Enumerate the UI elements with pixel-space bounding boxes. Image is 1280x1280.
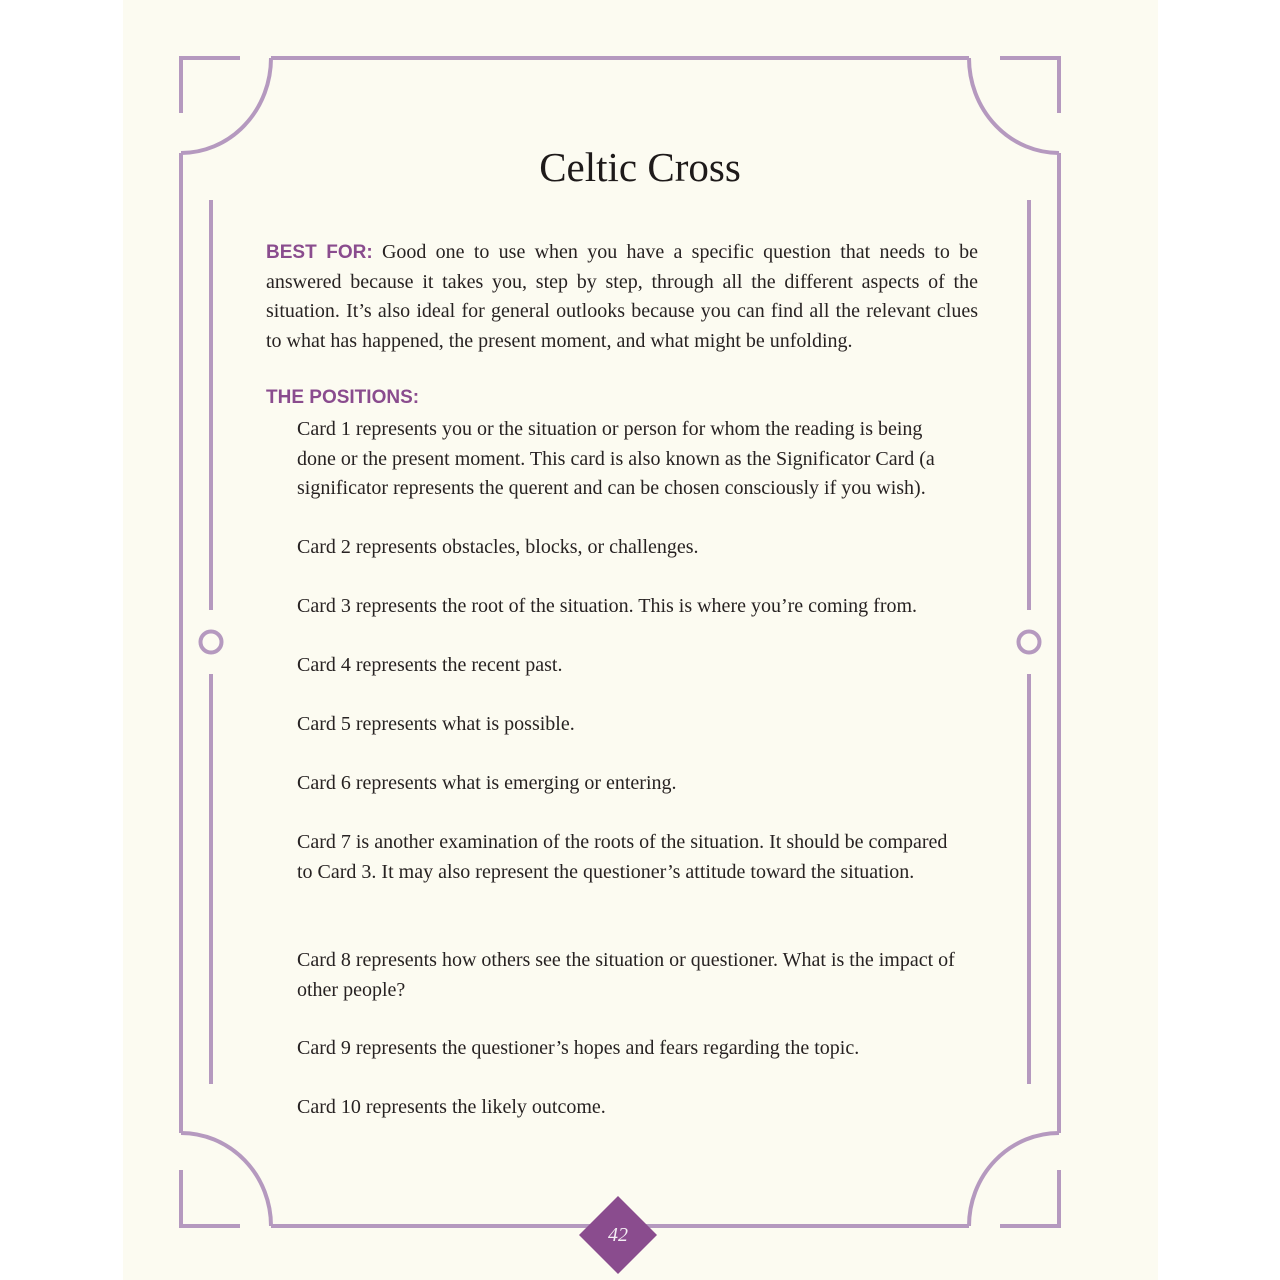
position-card-10: Card 10 represents the likely outcome. [297,1096,606,1118]
position-card-9: Card 9 represents the questioner’s hopes and fears regarding the topic. [297,1037,860,1059]
position-card-3: Card 3 represents the root of the situation. This is where you’re coming from. [297,595,918,617]
best-for-paragraph [266,238,978,356]
position-card-4: Card 4 represents the recent past. [297,654,563,676]
position-card-1: Card 1 represents you or the situation or person for whom the reading is being done or the present moment. This card is also known as the Significator Card (a significator represents the querent and can be chosen consciously if you wish). [297,418,935,499]
position-card-5: Card 5 represents what is possible. [297,713,575,735]
position-card-6: Card 6 represents what is emerging or entering. [297,772,677,794]
best-for-text: Good one to use when you have a specific question that needs to be answered because it takes you, step by step, through all the different aspects of the situation. It’s also ideal for general outlooks because you can find all the relevant clues to what has happened, the present moment, and what might be unfolding. [266,241,978,352]
positions-label: THE POSITIONS: [266,387,420,408]
page-title: Celtic Cross [539,144,741,190]
position-card-2: Card 2 represents obstacles, blocks, or challenges. [297,536,699,558]
page-number: 42 [608,1223,628,1246]
position-card-8: Card 8 represents how others see the situation or questioner. What is the impact of other people? [297,949,955,1001]
best-for-label: BEST FOR: [266,242,373,263]
position-card-7: Card 7 is another examination of the roots of the situation. It should be compared to Card 3. It may also represent the questioner’s attitude toward the situation. [297,831,948,883]
